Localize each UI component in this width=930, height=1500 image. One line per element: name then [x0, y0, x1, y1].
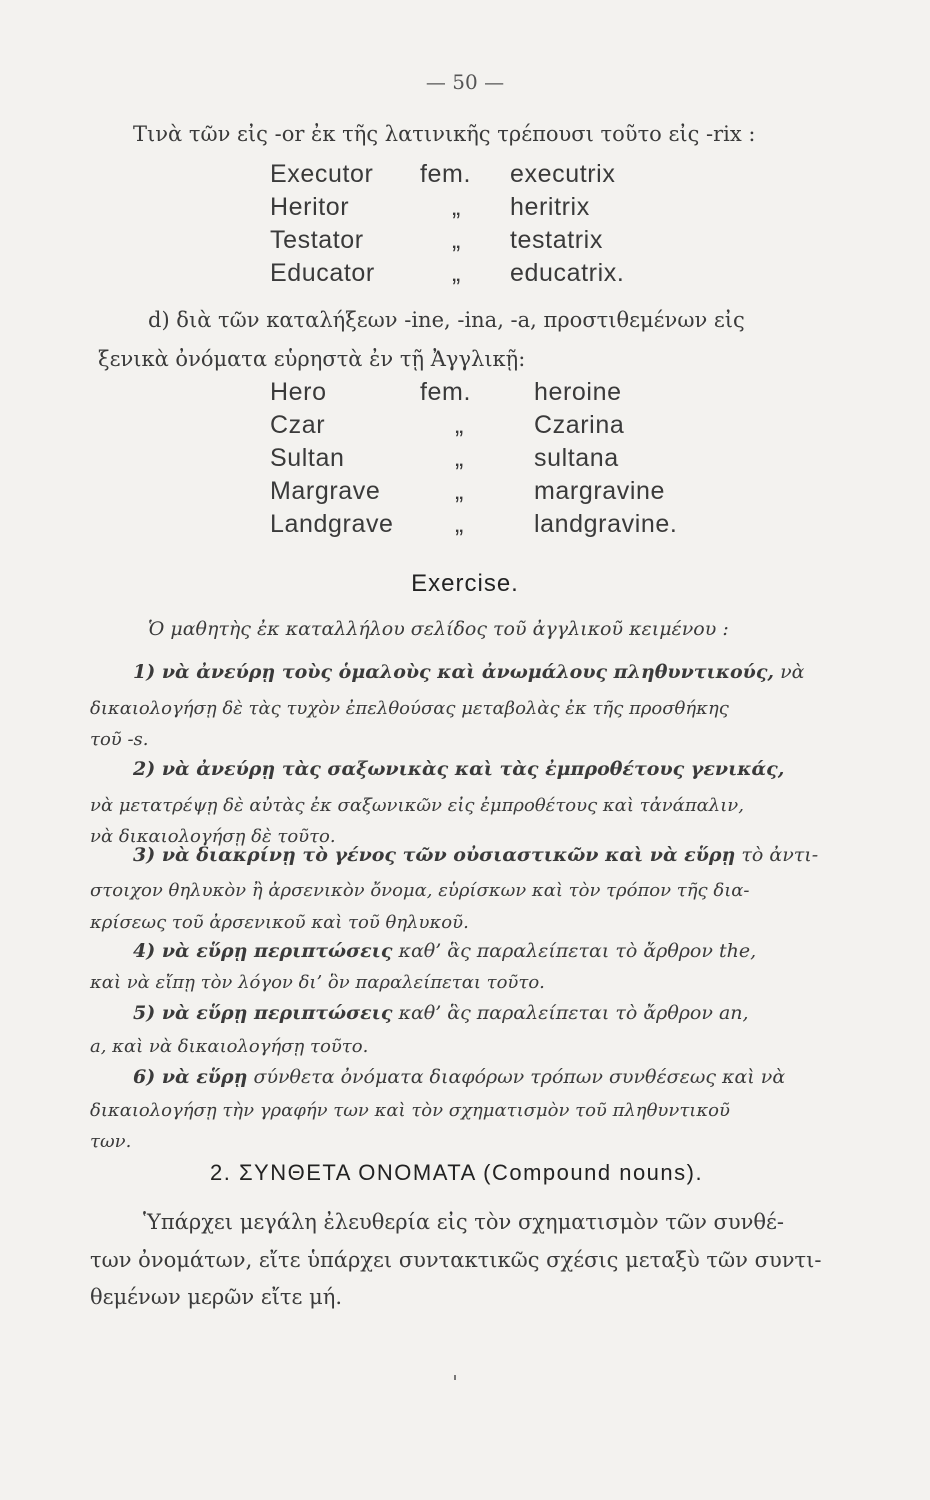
exercise-6-tail: σύνθετα ὀνόματα διαφόρων τρόπων συνθέσεως καὶ νὰ: [253, 1066, 786, 1088]
exercise-1: [133, 661, 804, 683]
exercise-4: [133, 940, 756, 962]
exercise-3-line2: στοιχον θηλυκὸν ἢ ἀρσενικὸν ὄνομα, εὑρίσκων καὶ τὸν τρόπον τῆς δια-: [90, 880, 750, 901]
base-word: Margrave: [270, 477, 381, 505]
base-word: Landgrave: [270, 510, 394, 538]
exercise-2: [133, 758, 784, 780]
section-d-line1: d) διὰ τῶν καταλήξεων -ine, -ina, -a, προστιθεμένων εἰς: [148, 308, 745, 332]
ditto-mark: „: [452, 259, 461, 287]
ditto-mark: „: [455, 411, 464, 439]
exercise-6-line2: δικαιολογήσῃ τὴν γραφήν των καὶ τὸν σχηματισμὸν τοῦ πληθυντικοῦ: [90, 1100, 730, 1121]
fem-mark: fem.: [420, 378, 472, 406]
derived-word: executrix: [510, 160, 616, 188]
exercise-1-title: 1) νὰ ἀνεύρῃ τοὺς ὁμαλοὺς καὶ ἀνωμάλους πληθυντικούς,: [133, 661, 775, 683]
exercise-6: [133, 1066, 785, 1088]
base-word: Educator: [270, 259, 375, 287]
derived-word: educatrix.: [510, 259, 625, 287]
exercise-5-title: 5) νὰ εὕρῃ περιπτώσεις: [133, 1002, 393, 1024]
base-word: Executor: [270, 160, 374, 188]
ditto-mark: „: [452, 226, 461, 254]
exercise-heading: Exercise.: [411, 570, 519, 597]
base-word: Czar: [270, 411, 326, 439]
final-paragraph-line3: θεμένων μερῶν εἴτε μή.: [90, 1285, 343, 1309]
exercise-2-line2: νὰ μετατρέψῃ δὲ αὐτὰς ἐκ σαξωνικῶν εἰς ἐμπροθέτους καὶ τἀνάπαλιν,: [90, 795, 744, 816]
exercise-5-line2: a, καὶ νὰ δικαιολογήσῃ τοῦτο.: [90, 1036, 369, 1057]
exercise-intro: Ὁ μαθητὴς ἐκ καταλλήλου σελίδος τοῦ ἀγγλικοῦ κειμένου :: [148, 618, 729, 640]
exercise-5: [133, 1002, 749, 1024]
derived-word: heroine: [534, 378, 622, 406]
exercise-5-tail: καθ’ ἃς παραλείπεται τὸ ἄρθρον an,: [398, 1002, 749, 1024]
intro-line: Τινὰ τῶν εἰς -or ἐκ τῆς λατινικῆς τρέπουσι τοῦτο εἰς -rix :: [133, 122, 756, 146]
exercise-4-line2: καὶ νὰ εἴπῃ τὸν λόγον δι’ ὃν παραλείπεται τοῦτο.: [90, 972, 545, 993]
exercise-2-line3: νὰ δικαιολογήσῃ δὲ τοῦτο.: [90, 826, 336, 847]
derived-word: Czarina: [534, 411, 625, 439]
page-number: — 50 —: [425, 70, 505, 94]
ditto-mark: „: [455, 477, 464, 505]
section-d-line2: ξενικὰ ὀνόματα εὑρηστὰ ἐν τῇ Ἀγγλικῇ:: [98, 347, 526, 371]
exercise-3-line3: κρίσεως τοῦ ἀρσενικοῦ καὶ τοῦ θηλυκοῦ.: [90, 912, 469, 933]
base-word: Hero: [270, 378, 327, 406]
exercise-4-tail: καθ’ ἃς παραλείπεται τὸ ἄρθρον the,: [398, 940, 757, 962]
final-paragraph-line2: των ὀνομάτων, εἴτε ὑπάρχει συντακτικῶς σχέσις μεταξὺ τῶν συντι-: [90, 1248, 822, 1272]
derived-word: sultana: [534, 444, 619, 472]
exercise-3-title: 3) νὰ διακρίνῃ τὸ γένος τῶν οὐσιαστικῶν καὶ νὰ εὕρῃ: [133, 844, 736, 866]
derived-word: heritrix: [510, 193, 590, 221]
paper-speck: [454, 1375, 456, 1380]
section-2-heading: 2. ΣΥΝΘΕΤΑ ΟΝΟΜΑΤΑ (Compound nouns).: [210, 1160, 704, 1185]
base-word: Heritor: [270, 193, 350, 221]
exercise-2-title: 2) νὰ ἀνεύρῃ τὰς σαξωνικὰς καὶ τὰς ἐμπροθέτους γενικάς,: [133, 758, 785, 780]
exercise-6-title: 6) νὰ εὕρῃ: [133, 1066, 248, 1088]
final-paragraph-line1: Ὑπάρχει μεγάλη ἐλευθερία εἰς τὸν σχηματισμὸν τῶν συνθέ-: [143, 1210, 785, 1234]
exercise-1-tail: νὰ: [780, 661, 805, 683]
base-word: Sultan: [270, 444, 345, 472]
derived-word: testatrix: [510, 226, 603, 254]
base-word: Testator: [270, 226, 364, 254]
exercise-3-tail: τὸ ἀντι-: [741, 844, 819, 866]
ditto-mark: „: [455, 444, 464, 472]
exercise-1-line3: τοῦ -s.: [90, 729, 149, 750]
ditto-mark: „: [452, 193, 461, 221]
derived-word: landgravine.: [534, 510, 678, 538]
ditto-mark: „: [455, 510, 464, 538]
exercise-3: [133, 844, 818, 866]
exercise-1-line2: δικαιολογήσῃ δὲ τὰς τυχὸν ἐπελθούσας μεταβολὰς ἐκ τῆς προσθήκης: [90, 698, 729, 719]
exercise-6-line3: των.: [90, 1131, 132, 1152]
derived-word: margravine: [534, 477, 666, 505]
exercise-4-title: 4) νὰ εὕρῃ περιπτώσεις: [133, 940, 393, 962]
fem-mark: fem.: [420, 160, 472, 188]
